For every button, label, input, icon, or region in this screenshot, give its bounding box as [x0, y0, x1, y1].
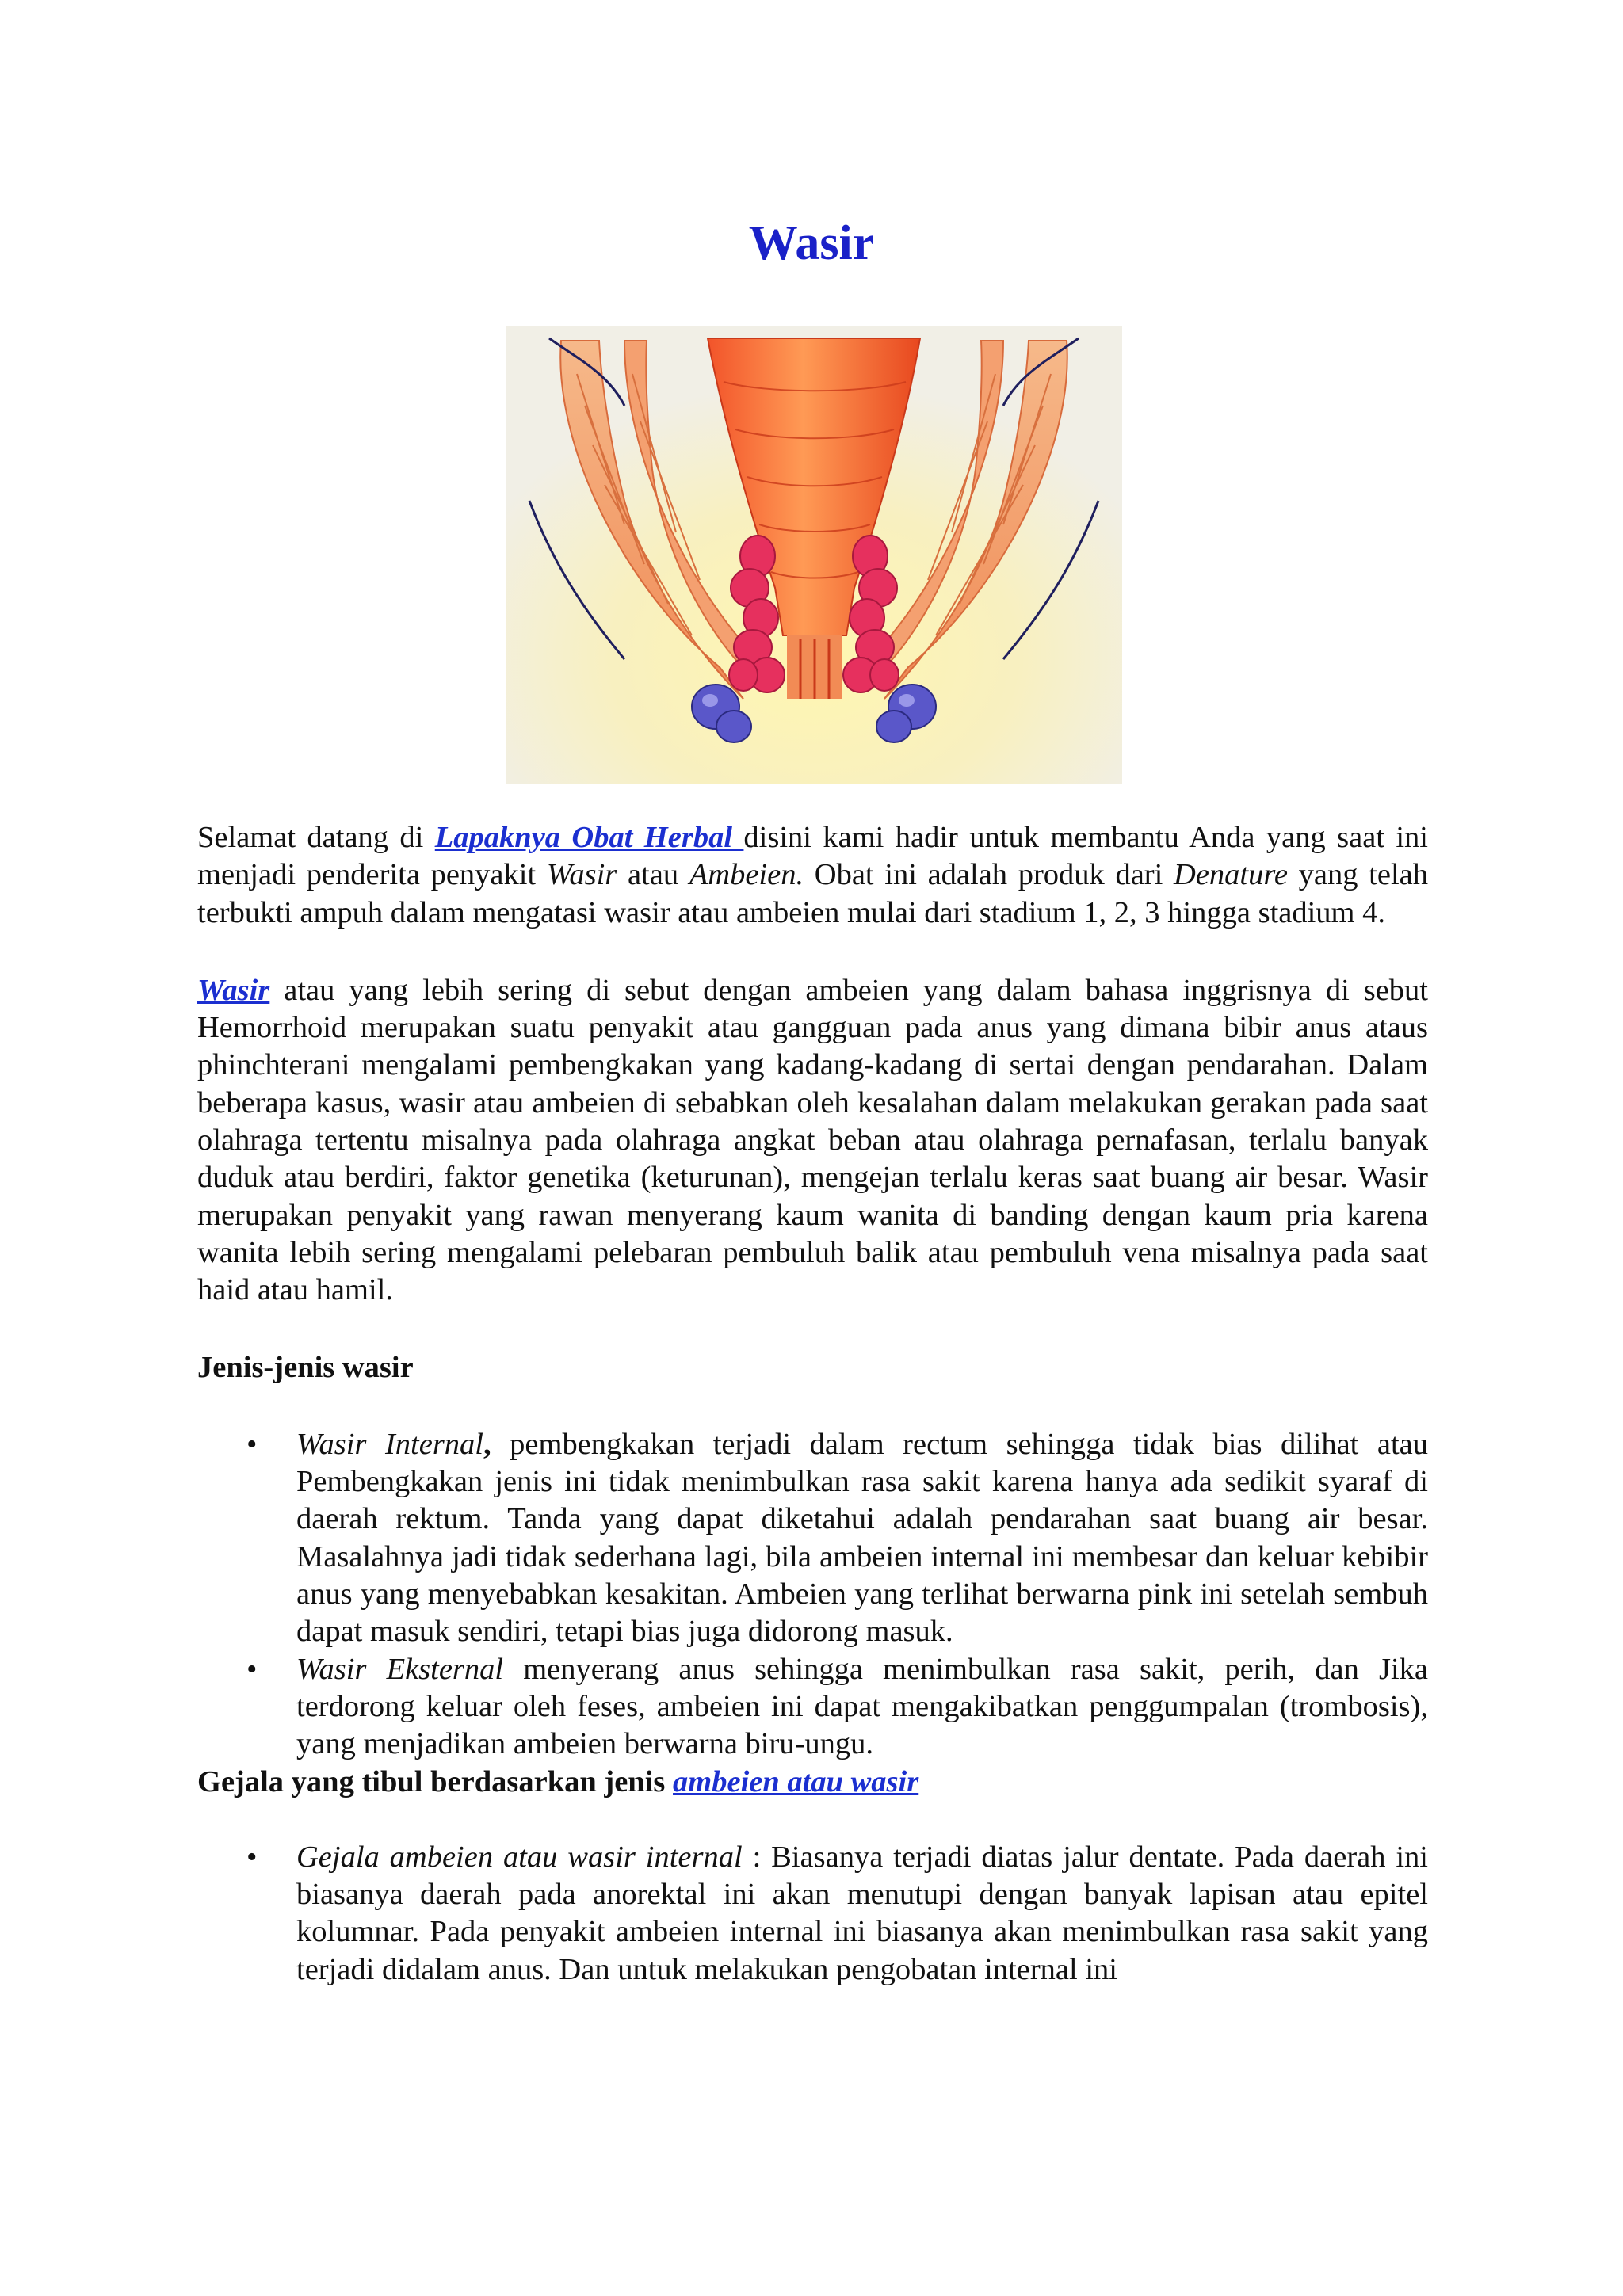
internal-text: pembengkakan terjadi dalam rectum sehingga tidak bias dilihat atau Pembengkakan jenis ini tidak menimbulkan rasa sakit karena hanya ada sedikit syaraf di daerah rektum. Tanda yang dapat diketahui adalah pendarahan saat buang air besar. Masalahnya jadi tidak sederhana lagi, bila ambeien internal ini membesar dan keluar kebibir anus yang menyebabkan kesakitan. Ambeien yang terlihat berwarna pink ini setelah sembuh dapat masuk sendiri, tetapi bias juga didorong masuk. [296, 1427, 1429, 1649]
symptom-internal-term: Gejala ambeien atau wasir internal [296, 1840, 743, 1874]
intro-wasir-term: Wasir [546, 858, 617, 892]
anal-canal-diagram-image [506, 326, 1122, 784]
definition-text: atau yang lebih sering di sebut dengan ambeien yang dalam bahasa inggrisnya di sebut Hemorrhoid merupakan suatu penyakit atau gangguan pada anus yang dimana bibir anus ataus phinchterani mengalami pembengkakan yang kadang-kadang di sertai dengan pendarahan. Dalam beberapa kasus, wasir atau ambeien di sebabkan oleh kesalahan dalam melakukan gerakan pada saat olahraga tertentu misalnya pada olahraga angkat beban atau olahraga pernafasan, terlalu banyak duduk atau berdiri, faktor genetika (keturunan), mengejan terlalu keras saat buang air besar. Wasir merupakan penyakit yang rawan menyerang kaum wanita di banding dengan kaum pria karena wanita lebih sering mengalami pelebaran pembuluh balik atau pembuluh vena misalnya pada saat haid atau hamil. [197, 973, 1428, 1307]
symptoms-heading-text: Gejala yang tibul berdasarkan jenis [197, 1764, 674, 1798]
symptoms-heading [197, 1764, 1428, 1801]
definition-paragraph [197, 972, 1428, 1310]
types-list [197, 1426, 1428, 1764]
ambeien-atau-wasir-link[interactable]: ambeien atau wasir [673, 1764, 919, 1798]
intro-denature-term: Denature [1174, 858, 1288, 892]
external-term: Wasir Eksternal [296, 1652, 504, 1686]
list-item [197, 1651, 1428, 1764]
types-heading: Jenis-jenis wasir [197, 1350, 414, 1384]
hemorrhoid-illustration [506, 326, 1122, 784]
list-item [197, 1839, 1428, 1989]
document-title: Wasir [748, 216, 875, 270]
symptom-internal-text: : Biasanya terjadi diatas jalur dentate. Pada daerah ini biasanya daerah pada anorektal ini akan menutupi dengan banyak lapisan atau epitel kolumnar. Pada penyakit ambeien internal ini biasanya akan menimbulkan rasa sakit yang terjadi didalam anus. Dan untuk melakukan pengobatan internal ini [296, 1840, 1429, 1986]
intro-ambeien-term: Ambeien. [689, 858, 804, 892]
external-text: menyerang anus sehingga menimbulkan rasa sakit, perih, dan Jika terdorong keluar oleh feses, ambeien ini dapat mengakibatkan penggumpalan (trombosis), yang menjadikan ambeien berwarna biru-ungu. [296, 1652, 1428, 1761]
intro-text-2: disini kami hadir untuk membantu Anda yang saat ini menjadi penderita penyakit [197, 821, 1429, 892]
intro-text-4: Obat ini adalah produk dari [804, 858, 1174, 892]
document-body [197, 819, 1428, 1989]
wasir-link[interactable]: Wasir [197, 973, 270, 1007]
internal-comma: , [483, 1427, 491, 1461]
intro-text-3: atau [617, 858, 689, 892]
intro-text-1: Selamat datang di [197, 821, 435, 854]
intro-paragraph [197, 819, 1428, 932]
lapaknya-obat-herbal-link[interactable]: Lapaknya Obat Herbal [434, 821, 744, 854]
internal-term: Wasir Internal [296, 1427, 484, 1461]
intro-text-5: yang telah terbukti ampuh dalam mengatasi wasir atau ambeien mulai dari stadium 1, 2, 3 hingga stadium 4. [197, 858, 1428, 929]
symptoms-list [197, 1839, 1428, 1989]
list-item [197, 1426, 1428, 1651]
